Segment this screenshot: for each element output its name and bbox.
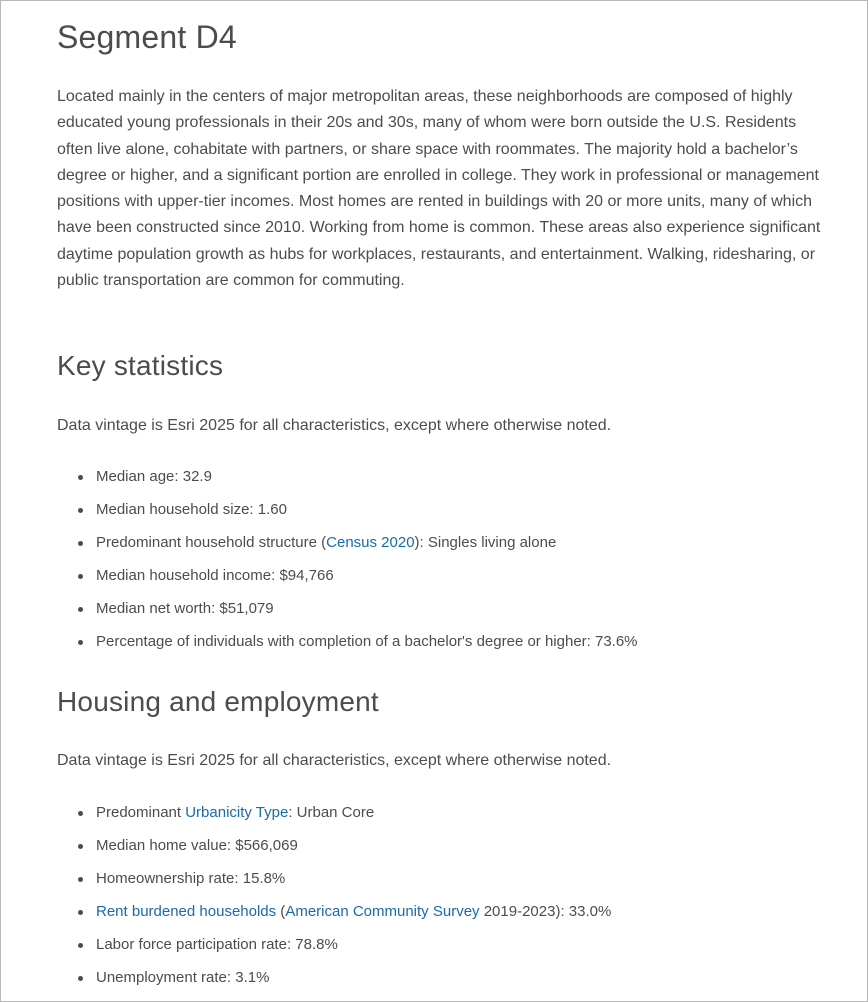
list-item: [57, 867, 611, 900]
unemployment-rate: Unemployment rate: 3.1%: [96, 969, 270, 986]
bullet-icon: [78, 607, 83, 612]
median-household-size: Median household size: 1.60: [96, 501, 287, 518]
labor-force-rate: Labor force participation rate: 78.8%: [96, 936, 338, 953]
bullet-icon: [78, 811, 83, 816]
key-statistics-list: [57, 465, 638, 663]
bullet-icon: [78, 640, 83, 645]
list-item: [57, 531, 638, 564]
bullet-icon: [78, 877, 83, 882]
median-household-income: Median household income: $94,766: [96, 567, 334, 584]
rent-burdened-paren: (: [276, 903, 286, 920]
bullet-icon: [78, 574, 83, 579]
census-2020-link[interactable]: Census 2020: [326, 534, 415, 551]
list-item: [57, 465, 638, 498]
list-item: [57, 597, 638, 630]
list-item: [57, 966, 611, 999]
bullet-icon: [78, 844, 83, 849]
bullet-icon: [78, 910, 83, 915]
median-age: Median age: 32.9: [96, 468, 212, 485]
household-structure-prefix: Predominant household structure (: [96, 534, 327, 551]
list-item: [57, 933, 611, 966]
housing-employment-list: [57, 801, 611, 999]
housing-employment-heading: Housing and employment: [57, 686, 379, 717]
list-item: [57, 630, 638, 663]
rent-burdened-link[interactable]: Rent burdened households: [96, 903, 277, 920]
list-item: [57, 564, 638, 597]
urbanicity-prefix: Predominant: [96, 804, 186, 821]
list-item: [57, 834, 611, 867]
housing-employment-note: Data vintage is Esri 2025 for all characteristics, except where otherwise noted.: [57, 752, 612, 769]
median-home-value: Median home value: $566,069: [96, 837, 298, 854]
urbanicity-value: : Urban Core: [288, 804, 375, 821]
list-item: [57, 801, 611, 834]
page-title: Segment D4: [57, 19, 237, 55]
household-structure-value: ): Singles living alone: [414, 534, 557, 551]
acs-link[interactable]: American Community Survey: [285, 903, 480, 920]
list-item: [57, 498, 638, 531]
key-statistics-heading: Key statistics: [57, 350, 224, 381]
urbanicity-type-link[interactable]: Urbanicity Type: [185, 804, 289, 821]
bullet-icon: [78, 541, 83, 546]
list-item: [57, 900, 611, 933]
rent-burdened-value: 2019-2023): 33.0%: [479, 903, 612, 920]
bullet-icon: [78, 943, 83, 948]
segment-description: Located mainly in the centers of major metropolitan areas, these neighborhoods are composed of highly educated young professionals in their 20s and 30s, many of whom were born outside the U.S. Residents often live alone, cohabitate with partners, or share space with roommates. The majority hold a bachelor’s degree or higher, and a significant portion are enrolled in college. They work in professional or management positions with upper-tier incomes. Most homes are rented in buildings with 20 or more units, many of which have been constructed since 2010. Working from home is common. These areas also experience significant daytime population growth as hubs for workplaces, restaurants, and entertainment. Walking, ridesharing, or public transportation are common for commuting.: [57, 88, 821, 290]
bullet-icon: [78, 508, 83, 513]
key-statistics-note: Data vintage is Esri 2025 for all characteristics, except where otherwise noted.: [57, 417, 612, 434]
bullet-icon: [78, 475, 83, 480]
bachelors-degree-rate: Percentage of individuals with completion of a bachelor's degree or higher: 73.6%: [96, 633, 638, 650]
bullet-icon: [78, 976, 83, 981]
median-net-worth: Median net worth: $51,079: [96, 600, 274, 617]
homeownership-rate: Homeownership rate: 15.8%: [96, 870, 286, 887]
